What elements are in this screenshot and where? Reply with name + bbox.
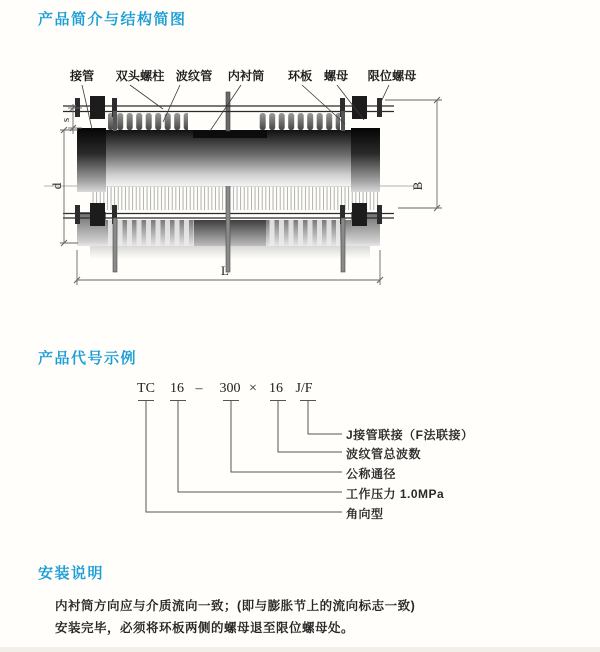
dim-label-L: L bbox=[221, 263, 229, 278]
part-label-xianwei: 限位螺母 bbox=[367, 69, 417, 83]
bellows-ribs-left bbox=[108, 113, 188, 130]
dim-label-d: d bbox=[49, 182, 64, 190]
part-label-jieguan: 接管 bbox=[69, 69, 95, 83]
part-label-luomu: 螺母 bbox=[323, 69, 349, 83]
expansion-joint-drawing bbox=[30, 62, 470, 320]
code-leader-lines bbox=[130, 399, 360, 517]
code-token-dash: – bbox=[195, 381, 203, 396]
dim-label-B: B bbox=[410, 181, 425, 191]
section-title-code: 产品代号示例 bbox=[38, 350, 138, 367]
code-token-waves: 16 bbox=[269, 381, 283, 396]
install-note-line-1: 内衬筒方向应与介质流向一致；(即与膨胀节上的流向标志一致) bbox=[55, 599, 416, 613]
code-legend-type: 角向型 bbox=[346, 507, 384, 521]
part-label-bowenguan: 波纹管 bbox=[175, 69, 213, 83]
lower-ribs-left bbox=[106, 220, 194, 246]
section-title-install: 安装说明 bbox=[38, 565, 105, 582]
code-legend-connection: J接管联接（F法联接） bbox=[346, 428, 474, 442]
code-token-connect: J/F bbox=[295, 381, 313, 396]
dim-label-s: s bbox=[60, 117, 72, 123]
code-token-diameter: 300 bbox=[219, 381, 241, 396]
bellows-body bbox=[77, 130, 380, 186]
section-title-intro: 产品简介与结构简图 bbox=[38, 11, 187, 28]
code-token-times: × bbox=[249, 381, 257, 396]
page-bottom-edge bbox=[0, 647, 600, 652]
code-legend-pressure: 工作压力 1.0MPa bbox=[346, 487, 445, 501]
bellows-ribs-right bbox=[258, 113, 340, 130]
code-token-type: TC bbox=[137, 381, 155, 396]
end-cap-right bbox=[351, 128, 380, 192]
part-label-shuangtou: 双头螺柱 bbox=[115, 69, 165, 83]
code-legend-waves: 波纹管总波数 bbox=[346, 447, 422, 461]
code-token-pressure: 16 bbox=[170, 381, 184, 396]
structure-diagram bbox=[30, 62, 470, 320]
end-cap-left bbox=[77, 128, 106, 192]
part-label-huanban: 环板 bbox=[287, 69, 313, 83]
install-note-line-2: 安装完毕，必须将环板两侧的螺母退至限位螺母处。 bbox=[55, 621, 355, 635]
part-label-neichentong: 内衬筒 bbox=[227, 69, 265, 83]
code-legend-diameter: 公称通径 bbox=[346, 467, 397, 481]
lower-ribs-right bbox=[256, 220, 340, 246]
lower-hatch bbox=[90, 187, 380, 210]
